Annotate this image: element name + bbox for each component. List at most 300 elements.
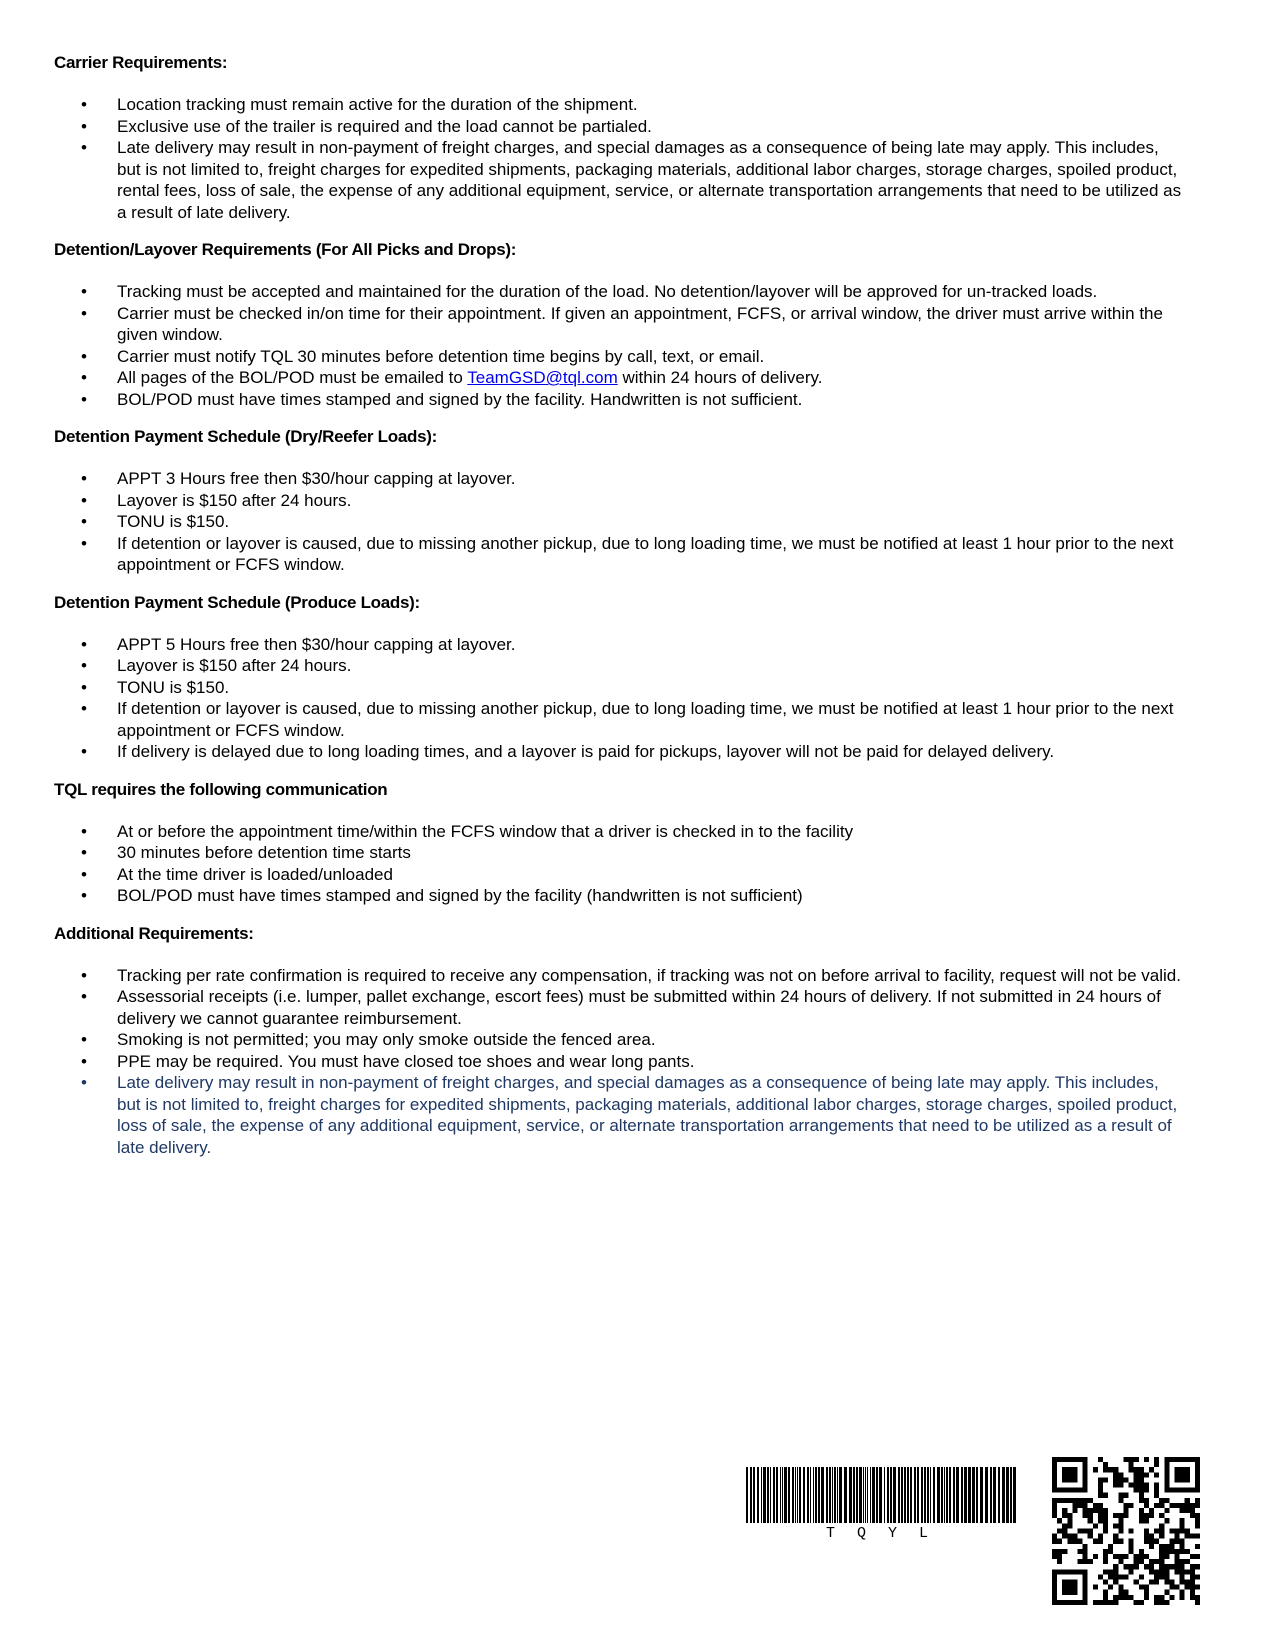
qr-module	[1052, 1585, 1057, 1590]
qr-module	[1088, 1518, 1093, 1523]
qr-module	[1185, 1477, 1190, 1482]
qr-module	[1113, 1467, 1118, 1472]
barcode-bar	[904, 1467, 906, 1523]
barcode-bar	[763, 1467, 766, 1523]
additional-requirements-list	[54, 965, 1184, 1159]
barcode-bar	[856, 1467, 858, 1523]
qr-module	[1123, 1503, 1128, 1508]
qr-module	[1129, 1595, 1134, 1600]
barcode-bar	[941, 1467, 943, 1523]
qr-module	[1154, 1503, 1159, 1508]
qr-module	[1190, 1590, 1195, 1595]
qr-module	[1149, 1467, 1154, 1472]
qr-module	[1118, 1539, 1123, 1544]
qr-module	[1078, 1549, 1083, 1554]
qr-module	[1164, 1564, 1169, 1569]
qr-module	[1123, 1477, 1128, 1482]
qr-module	[1159, 1523, 1164, 1528]
qr-module	[1083, 1508, 1088, 1513]
document-codes	[746, 1457, 1208, 1637]
qr-module	[1144, 1595, 1149, 1600]
qr-module	[1067, 1534, 1072, 1539]
qr-module	[1195, 1554, 1200, 1559]
qr-module	[1185, 1534, 1190, 1539]
qr-module	[1195, 1585, 1200, 1590]
qr-module	[1062, 1600, 1067, 1605]
qr-module	[1174, 1549, 1179, 1554]
qr-module	[1052, 1483, 1057, 1488]
qr-module	[1134, 1600, 1139, 1605]
qr-module	[1174, 1528, 1179, 1533]
qr-module	[1195, 1534, 1200, 1539]
qr-module	[1169, 1539, 1174, 1544]
qr-module	[1062, 1467, 1067, 1472]
qr-module	[1057, 1528, 1062, 1533]
barcode-bar	[870, 1467, 871, 1523]
barcode-bar	[859, 1467, 862, 1523]
barcode-bar	[930, 1467, 931, 1523]
qr-module	[1169, 1579, 1174, 1584]
qr-module	[1134, 1554, 1139, 1559]
qr-module	[1139, 1488, 1144, 1493]
carrier-requirements-list	[54, 94, 1184, 223]
qr-module	[1169, 1585, 1174, 1590]
qr-module	[1190, 1564, 1195, 1569]
barcode-bar	[872, 1467, 875, 1523]
qr-module	[1174, 1503, 1179, 1508]
qr-module	[1103, 1477, 1108, 1482]
qr-module	[1149, 1513, 1154, 1518]
qr-module	[1144, 1554, 1149, 1559]
barcode-bar	[901, 1467, 903, 1523]
document-page	[54, 52, 1184, 1174]
qr-module	[1190, 1508, 1195, 1513]
qr-module	[1180, 1595, 1185, 1600]
qr-module	[1062, 1488, 1067, 1493]
qr-module	[1180, 1544, 1185, 1549]
barcode-bar	[767, 1467, 769, 1523]
qr-module	[1067, 1472, 1072, 1477]
list-item: • TONU is $150.	[54, 511, 1184, 533]
list-item: • At or before the appointment time/within the FCFS window that a driver is checked in to the facility	[54, 821, 1184, 843]
qr-module	[1093, 1554, 1098, 1559]
barcode-bar	[944, 1467, 945, 1523]
qr-module	[1164, 1590, 1169, 1595]
list-item: • Assessorial receipts (i.e. lumper, pallet exchange, escort fees) must be submitted within 24 hours of delivery. If not submitted in 24 hours of delivery we cannot guarantee reimbursement.	[54, 986, 1184, 1029]
qr-module	[1154, 1559, 1159, 1564]
qr-module	[1169, 1544, 1174, 1549]
qr-module	[1129, 1467, 1134, 1472]
qr-module	[1144, 1539, 1149, 1544]
qr-module	[1072, 1600, 1077, 1605]
qr-module	[1108, 1569, 1113, 1574]
qr-module	[1164, 1457, 1169, 1462]
list-item: • APPT 3 Hours free then $30/hour capping at layover.	[54, 468, 1184, 490]
qr-module	[1088, 1498, 1093, 1503]
qr-module	[1113, 1574, 1118, 1579]
qr-module	[1180, 1579, 1185, 1584]
qr-module	[1072, 1585, 1077, 1590]
qr-module	[1185, 1488, 1190, 1493]
qr-module	[1093, 1508, 1098, 1513]
list-item: • At the time driver is loaded/unloaded	[54, 864, 1184, 886]
qr-module	[1052, 1574, 1057, 1579]
qr-module	[1169, 1564, 1174, 1569]
qr-module	[1195, 1513, 1200, 1518]
qr-module	[1088, 1534, 1093, 1539]
barcode-bar	[993, 1467, 996, 1523]
barcode-bar	[961, 1467, 963, 1523]
qr-module	[1154, 1488, 1159, 1493]
qr-module	[1159, 1574, 1164, 1579]
section-heading-dry-reefer-schedule: Detention Payment Schedule (Dry/Reefer Loads):	[54, 427, 437, 446]
qr-module	[1159, 1564, 1164, 1569]
qr-module	[1052, 1508, 1057, 1513]
qr-module	[1062, 1579, 1067, 1584]
qr-module	[1174, 1569, 1179, 1574]
qr-module	[1185, 1559, 1190, 1564]
qr-module	[1174, 1488, 1179, 1493]
qr-module	[1062, 1569, 1067, 1574]
qr-module	[1164, 1498, 1169, 1503]
qr-module	[1057, 1559, 1062, 1564]
barcode-bar	[780, 1467, 781, 1523]
qr-module	[1129, 1569, 1134, 1574]
barcode-bar	[810, 1467, 811, 1523]
barcode-bar	[782, 1467, 783, 1523]
qr-module	[1052, 1554, 1057, 1559]
qr-module	[1057, 1554, 1062, 1559]
qr-module	[1072, 1488, 1077, 1493]
qr-module	[1144, 1564, 1149, 1569]
qr-module	[1098, 1534, 1103, 1539]
qr-module	[1083, 1559, 1088, 1564]
qr-module	[1159, 1503, 1164, 1508]
qr-module	[1190, 1457, 1195, 1462]
qr-module	[1057, 1569, 1062, 1574]
qr-module	[1062, 1534, 1067, 1539]
qr-module	[1103, 1549, 1108, 1554]
barcode-bar	[839, 1467, 842, 1523]
qr-module	[1139, 1483, 1144, 1488]
barcode-bar	[921, 1467, 923, 1523]
qr-module	[1154, 1569, 1159, 1574]
qr-module	[1164, 1462, 1169, 1467]
qr-module	[1123, 1564, 1128, 1569]
qr-module	[1072, 1534, 1077, 1539]
barcode-bar	[853, 1467, 855, 1523]
qr-module	[1154, 1457, 1159, 1462]
qr-module	[1129, 1544, 1134, 1549]
barcode-bar	[980, 1467, 983, 1523]
qr-module	[1164, 1508, 1169, 1513]
qr-module	[1190, 1579, 1195, 1584]
qr-module	[1190, 1585, 1195, 1590]
qr-module	[1164, 1544, 1169, 1549]
qr-module	[1067, 1569, 1072, 1574]
qr-module	[1144, 1513, 1149, 1518]
qr-module	[1174, 1472, 1179, 1477]
qr-module	[1139, 1585, 1144, 1590]
qr-module	[1180, 1503, 1185, 1508]
qr-module	[1190, 1595, 1195, 1600]
qr-module	[1057, 1600, 1062, 1605]
qr-module	[1139, 1559, 1144, 1564]
barcode-bar	[815, 1467, 817, 1523]
qr-module	[1139, 1467, 1144, 1472]
barcode-bar	[818, 1467, 820, 1523]
qr-module	[1072, 1590, 1077, 1595]
qr-module	[1154, 1493, 1159, 1498]
qr-module	[1154, 1528, 1159, 1533]
qr-module	[1083, 1477, 1088, 1482]
qr-module	[1149, 1564, 1154, 1569]
qr-module	[1164, 1549, 1169, 1554]
barcode-bar	[976, 1467, 978, 1523]
qr-module	[1180, 1539, 1185, 1544]
qr-module	[1118, 1595, 1123, 1600]
qr-module	[1078, 1539, 1083, 1544]
qr-module	[1083, 1595, 1088, 1600]
qr-module	[1169, 1503, 1174, 1508]
section-heading-detention-layover: Detention/Layover Requirements (For All Picks and Drops):	[54, 240, 517, 259]
qr-module	[1052, 1472, 1057, 1477]
qr-module	[1144, 1488, 1149, 1493]
qr-module	[1118, 1477, 1123, 1482]
qr-module	[1164, 1483, 1169, 1488]
qr-module	[1134, 1472, 1139, 1477]
qr-module	[1062, 1498, 1067, 1503]
qr-module	[1083, 1488, 1088, 1493]
qr-module	[1134, 1559, 1139, 1564]
qr-module	[1067, 1579, 1072, 1584]
qr-module	[1113, 1539, 1118, 1544]
qr-module	[1154, 1462, 1159, 1467]
qr-module	[1195, 1503, 1200, 1508]
list-item: • If detention or layover is caused, due to missing another pickup, due to long loading time, we must be notified at least 1 hour prior to the next appointment or FCFS window.	[54, 698, 1184, 741]
qr-module	[1113, 1534, 1118, 1539]
barcode-bar	[849, 1467, 852, 1523]
qr-module	[1174, 1585, 1179, 1590]
qr-module	[1062, 1590, 1067, 1595]
qr-module	[1093, 1467, 1098, 1472]
qr-module	[1180, 1472, 1185, 1477]
qr-module	[1108, 1549, 1113, 1554]
barcode-bar	[829, 1467, 831, 1523]
qr-module	[1149, 1508, 1154, 1513]
qr-module	[1083, 1574, 1088, 1579]
qr-module	[1139, 1549, 1144, 1554]
qr-module	[1103, 1467, 1108, 1472]
qr-module	[1134, 1477, 1139, 1482]
qr-module	[1103, 1600, 1108, 1605]
qr-module	[1195, 1600, 1200, 1605]
qr-module	[1108, 1467, 1113, 1472]
barcode-bar	[953, 1467, 955, 1523]
qr-module	[1185, 1549, 1190, 1554]
barcode-bar	[863, 1467, 864, 1523]
qr-module	[1113, 1595, 1118, 1600]
qr-module	[1062, 1523, 1067, 1528]
qr-module	[1098, 1518, 1103, 1523]
qr-module	[1180, 1477, 1185, 1482]
qr-module	[1062, 1508, 1067, 1513]
qr-module	[1185, 1503, 1190, 1508]
barcode-bar	[865, 1467, 866, 1523]
qr-module	[1180, 1549, 1185, 1554]
qr-module	[1098, 1483, 1103, 1488]
qr-module	[1103, 1554, 1108, 1559]
qr-module	[1072, 1467, 1077, 1472]
qr-module	[1103, 1528, 1108, 1533]
barcode-bar	[990, 1467, 992, 1523]
qr-module	[1190, 1554, 1195, 1559]
list-item: • If delivery is delayed due to long loading times, and a layover is paid for pickups, layover will not be paid for delayed delivery.	[54, 741, 1184, 763]
qr-module	[1195, 1457, 1200, 1462]
qr-module	[1139, 1518, 1144, 1523]
qr-module	[1123, 1554, 1128, 1559]
qr-module	[1103, 1579, 1108, 1584]
list-item-email	[54, 367, 1184, 389]
qr-module	[1108, 1544, 1113, 1549]
qr-module	[1164, 1472, 1169, 1477]
qr-module	[1144, 1590, 1149, 1595]
barcode-bar	[956, 1467, 959, 1523]
qr-module	[1088, 1559, 1093, 1564]
qr-module	[1134, 1467, 1139, 1472]
qr-module	[1195, 1483, 1200, 1488]
barcode-bar	[1002, 1467, 1005, 1523]
qr-module	[1195, 1574, 1200, 1579]
qr-module	[1062, 1528, 1067, 1533]
qr-module	[1180, 1574, 1185, 1579]
qr-module	[1169, 1488, 1174, 1493]
qr-module	[1072, 1569, 1077, 1574]
qr-module	[1078, 1559, 1083, 1564]
produce-schedule-list	[54, 634, 1184, 763]
qr-module	[1093, 1585, 1098, 1590]
qr-module	[1129, 1549, 1134, 1554]
list-item: • Late delivery may result in non-payment of freight charges, and special damages as a consequence of being late may apply. This includes, but is not limited to, freight charges for expedited shipments, packaging materials, additional labor charges, storage charges, spoiled product, rental fees, loss of sale, the expense of any additional equipment, service, or alternate transportation arrangements that need to be utilized as a result of late delivery.	[54, 137, 1184, 223]
qr-module	[1174, 1534, 1179, 1539]
section-heading-communication: TQL requires the following communication	[54, 779, 388, 799]
qr-module	[1169, 1595, 1174, 1600]
qr-module	[1123, 1513, 1128, 1518]
qr-module	[1139, 1574, 1144, 1579]
qr-module	[1174, 1554, 1179, 1559]
qr-module	[1154, 1574, 1159, 1579]
qr-module	[1078, 1488, 1083, 1493]
qr-module	[1139, 1600, 1144, 1605]
qr-module	[1149, 1559, 1154, 1564]
qr-module	[1180, 1457, 1185, 1462]
qr-module	[1083, 1472, 1088, 1477]
qr-module	[1159, 1600, 1164, 1605]
qr-module	[1134, 1579, 1139, 1584]
qr-module	[1083, 1585, 1088, 1590]
list-item: • Layover is $150 after 24 hours.	[54, 655, 1184, 677]
qr-module	[1129, 1462, 1134, 1467]
list-item: • Carrier must be checked in/on time for their appointment. If given an appointment, FCFS, or arrival window, the driver must arrive within the given window.	[54, 303, 1184, 346]
qr-module	[1113, 1483, 1118, 1488]
qr-module	[1139, 1554, 1144, 1559]
qr-module	[1093, 1539, 1098, 1544]
list-item: • Layover is $150 after 24 hours.	[54, 490, 1184, 512]
email-link[interactable]: TeamGSD@tql.com	[467, 368, 618, 387]
list-item: • BOL/POD must have times stamped and signed by the facility (handwritten is not sufficient)	[54, 885, 1184, 907]
qr-module	[1149, 1539, 1154, 1544]
qr-module	[1093, 1600, 1098, 1605]
qr-module	[1149, 1534, 1154, 1539]
barcode-bar	[821, 1467, 824, 1523]
qr-module	[1067, 1477, 1072, 1482]
barcode-bar	[968, 1467, 971, 1523]
qr-module	[1083, 1462, 1088, 1467]
barcode-bar	[887, 1467, 889, 1523]
qr-module	[1062, 1457, 1067, 1462]
qr-module	[1129, 1483, 1134, 1488]
list-item: • Tracking per rate confirmation is required to receive any compensation, if tracking was not on before arrival to facility, request will not be valid.	[54, 965, 1184, 987]
barcode-bar	[867, 1467, 868, 1523]
list-item: • TONU is $150.	[54, 677, 1184, 699]
qr-module	[1174, 1564, 1179, 1569]
qr-module	[1067, 1523, 1072, 1528]
qr-module	[1057, 1457, 1062, 1462]
qr-module	[1067, 1488, 1072, 1493]
barcode-bar	[924, 1467, 926, 1523]
qr-module	[1052, 1503, 1057, 1508]
qr-module	[1123, 1457, 1128, 1462]
barcode-image	[746, 1467, 1016, 1525]
barcode-bar	[1006, 1467, 1009, 1523]
qr-module	[1088, 1513, 1093, 1518]
qr-module	[1052, 1549, 1057, 1554]
qr-module	[1072, 1477, 1077, 1482]
qr-module	[1098, 1600, 1103, 1605]
barcode-bar	[998, 1467, 1000, 1523]
qr-module	[1185, 1569, 1190, 1574]
qr-module	[1098, 1539, 1103, 1544]
qr-module	[1098, 1488, 1103, 1493]
qr-module	[1144, 1472, 1149, 1477]
barcode-bar	[792, 1467, 794, 1523]
qr-module	[1057, 1518, 1062, 1523]
qr-module	[1169, 1528, 1174, 1533]
qr-module	[1144, 1585, 1149, 1590]
qr-module	[1144, 1483, 1149, 1488]
barcode-bar	[946, 1467, 948, 1523]
qr-module	[1067, 1539, 1072, 1544]
qr-module	[1067, 1518, 1072, 1523]
section-heading-carrier-requirements: Carrier Requirements:	[54, 53, 228, 72]
qr-module	[1180, 1590, 1185, 1595]
qr-module	[1159, 1498, 1164, 1503]
qr-module	[1139, 1498, 1144, 1503]
barcode-bar	[788, 1467, 790, 1523]
qr-module	[1113, 1564, 1118, 1569]
qr-module	[1118, 1523, 1123, 1528]
qr-module	[1057, 1539, 1062, 1544]
qr-module	[1149, 1544, 1154, 1549]
qr-module	[1098, 1457, 1103, 1462]
section-heading-produce-schedule: Detention Payment Schedule (Produce Loads):	[54, 592, 420, 612]
qr-module	[1108, 1600, 1113, 1605]
barcode-bar	[879, 1467, 882, 1523]
qr-module	[1134, 1488, 1139, 1493]
barcode-bar	[964, 1467, 967, 1523]
qr-module	[1083, 1467, 1088, 1472]
qr-code-image	[1052, 1457, 1200, 1605]
